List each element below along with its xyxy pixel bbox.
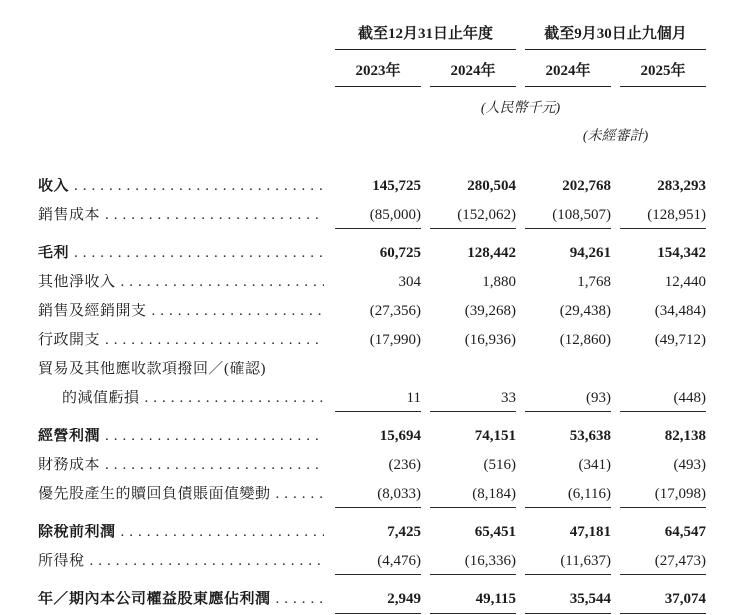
row-label <box>38 591 326 607</box>
currency-note: (人民幣千元) <box>480 101 561 116</box>
table-row <box>38 332 706 348</box>
year-header-2025-9m: 2025年 <box>620 59 706 87</box>
row-value-2025-9m: (27,473) <box>620 553 706 575</box>
row-value-2024-fy: 33 <box>430 390 516 412</box>
dot-leader <box>105 428 324 444</box>
dot-leader <box>276 486 324 502</box>
row-value-2024-fy: (152,062) <box>430 207 516 229</box>
row-value-2024-fy: 49,115 <box>430 591 516 615</box>
row-value-2023: (17,990) <box>369 332 421 348</box>
column-group-header-row <box>38 22 706 50</box>
table-row <box>38 486 706 508</box>
row-value-2025-9m: (493) <box>673 457 706 473</box>
row-value-2023: 2,949 <box>335 591 421 615</box>
dot-leader <box>105 332 324 348</box>
row-value-2024-9m: 35,544 <box>525 591 611 615</box>
row-value-2025-9m: (128,951) <box>620 207 706 229</box>
year-header-2023: 2023年 <box>335 59 421 87</box>
row-value-2024-fy: 1,880 <box>482 274 516 290</box>
row-label-text: 的減值虧損 <box>62 390 140 406</box>
row-label-text: 優先股產生的贖回負債賬面值變動 <box>38 486 271 502</box>
row-value-2024-9m: (6,116) <box>525 486 611 508</box>
row-value-2024-9m: 53,638 <box>569 428 611 444</box>
row-value-2024-9m: (29,438) <box>559 303 611 319</box>
row-label <box>38 207 326 223</box>
dot-leader <box>121 274 324 290</box>
row-value-2023: (27,356) <box>369 303 421 319</box>
dot-leader <box>74 178 324 194</box>
row-label-text: 毛利 <box>38 245 70 261</box>
row-label <box>38 274 326 290</box>
row-value-2023: (8,033) <box>335 486 421 508</box>
row-value-2024-fy: (516) <box>483 457 516 473</box>
row-value-2024-9m: 202,768 <box>562 178 611 194</box>
row-value-2023: (4,476) <box>335 553 421 575</box>
table-row <box>38 390 706 412</box>
row-value-2023: 7,425 <box>387 524 421 540</box>
row-value-2024-fy: 65,451 <box>474 524 516 540</box>
row-value-2025-9m: 82,138 <box>664 428 706 444</box>
row-label <box>38 303 326 319</box>
row-label-text: 所得稅 <box>38 553 85 569</box>
row-value-2024-fy: (8,184) <box>430 486 516 508</box>
year-header-row <box>38 59 706 87</box>
dot-leader <box>152 303 324 319</box>
year-header-2024-fy: 2024年 <box>430 59 516 87</box>
row-label <box>38 486 326 502</box>
year-header-2024-9m: 2024年 <box>525 59 611 87</box>
row-value-2025-9m: 64,547 <box>664 524 706 540</box>
income-statement-rows <box>38 178 706 615</box>
table-row <box>38 361 706 377</box>
row-value-2023: 304 <box>398 274 421 290</box>
row-value-2025-9m: 283,293 <box>657 178 706 194</box>
dot-leader <box>105 207 324 223</box>
row-label-text: 行政開支 <box>38 332 101 348</box>
row-value-2024-fy: 128,442 <box>467 245 516 261</box>
row-value-2023: (236) <box>388 457 421 473</box>
table-row <box>38 591 706 615</box>
row-value-2025-9m: (34,484) <box>654 303 706 319</box>
row-label-text: 銷售及經銷開支 <box>38 303 147 319</box>
table-row <box>38 303 706 319</box>
row-value-2023: 60,725 <box>379 245 421 261</box>
row-value-2023: 15,694 <box>379 428 421 444</box>
row-value-2024-9m: 1,768 <box>577 274 611 290</box>
row-label <box>38 428 326 444</box>
row-label <box>38 524 326 540</box>
row-value-2023: (85,000) <box>335 207 421 229</box>
dot-leader <box>74 245 324 261</box>
dot-leader <box>90 553 324 569</box>
row-label-text: 經營利潤 <box>38 428 101 444</box>
row-value-2025-9m: (448) <box>620 390 706 412</box>
row-label <box>38 178 326 194</box>
currency-note-row <box>38 97 706 117</box>
row-label-text: 其他淨收入 <box>38 274 116 290</box>
audit-note-row <box>38 125 706 145</box>
dot-leader <box>121 524 324 540</box>
row-value-2024-fy: (16,336) <box>430 553 516 575</box>
table-row <box>38 524 706 540</box>
row-value-2024-fy: (39,268) <box>464 303 516 319</box>
table-row <box>38 428 706 444</box>
row-value-2023: 11 <box>335 390 421 412</box>
row-value-2024-9m: (108,507) <box>525 207 611 229</box>
table-row <box>38 207 706 229</box>
row-value-2024-9m: 47,181 <box>569 524 611 540</box>
table-row <box>38 245 706 261</box>
row-value-2024-9m: (12,860) <box>559 332 611 348</box>
row-label <box>38 245 326 261</box>
row-label <box>38 553 326 569</box>
period-header-nine-months: 截至9月30日止九個月 <box>525 22 706 50</box>
row-value-2024-9m: 94,261 <box>569 245 611 261</box>
table-row <box>38 553 706 575</box>
row-value-2024-fy: (16,936) <box>464 332 516 348</box>
row-value-2024-9m: (93) <box>525 390 611 412</box>
row-label <box>38 457 326 473</box>
row-label <box>38 361 326 377</box>
period-header-year-ended: 截至12月31日止年度 <box>335 22 516 50</box>
table-row <box>38 457 706 473</box>
dot-leader <box>145 390 324 406</box>
dot-leader <box>276 591 324 607</box>
dot-leader <box>105 457 324 473</box>
row-value-2024-9m: (11,637) <box>525 553 611 575</box>
row-label <box>38 332 326 348</box>
unaudited-note: (未經審計) <box>582 129 649 144</box>
row-value-2025-9m: (17,098) <box>620 486 706 508</box>
row-label-text: 年／期內本公司權益股東應佔利潤 <box>38 591 271 607</box>
row-label-text: 收入 <box>38 178 70 194</box>
table-row <box>38 178 706 194</box>
table-row <box>38 274 706 290</box>
row-value-2023: 145,725 <box>372 178 421 194</box>
row-label-text: 除稅前利潤 <box>38 524 116 540</box>
row-label <box>38 390 326 406</box>
row-value-2025-9m: 12,440 <box>664 274 706 290</box>
row-value-2025-9m: 154,342 <box>657 245 706 261</box>
row-label-text: 銷售成本 <box>38 207 101 223</box>
row-value-2025-9m: (49,712) <box>654 332 706 348</box>
row-value-2024-9m: (341) <box>578 457 611 473</box>
row-value-2025-9m: 37,074 <box>620 591 706 615</box>
row-value-2024-fy: 74,151 <box>474 428 516 444</box>
row-label-text: 財務成本 <box>38 457 101 473</box>
row-label-text: 貿易及其他應收款項撥回／(確認) <box>38 361 266 377</box>
row-value-2024-fy: 280,504 <box>467 178 516 194</box>
